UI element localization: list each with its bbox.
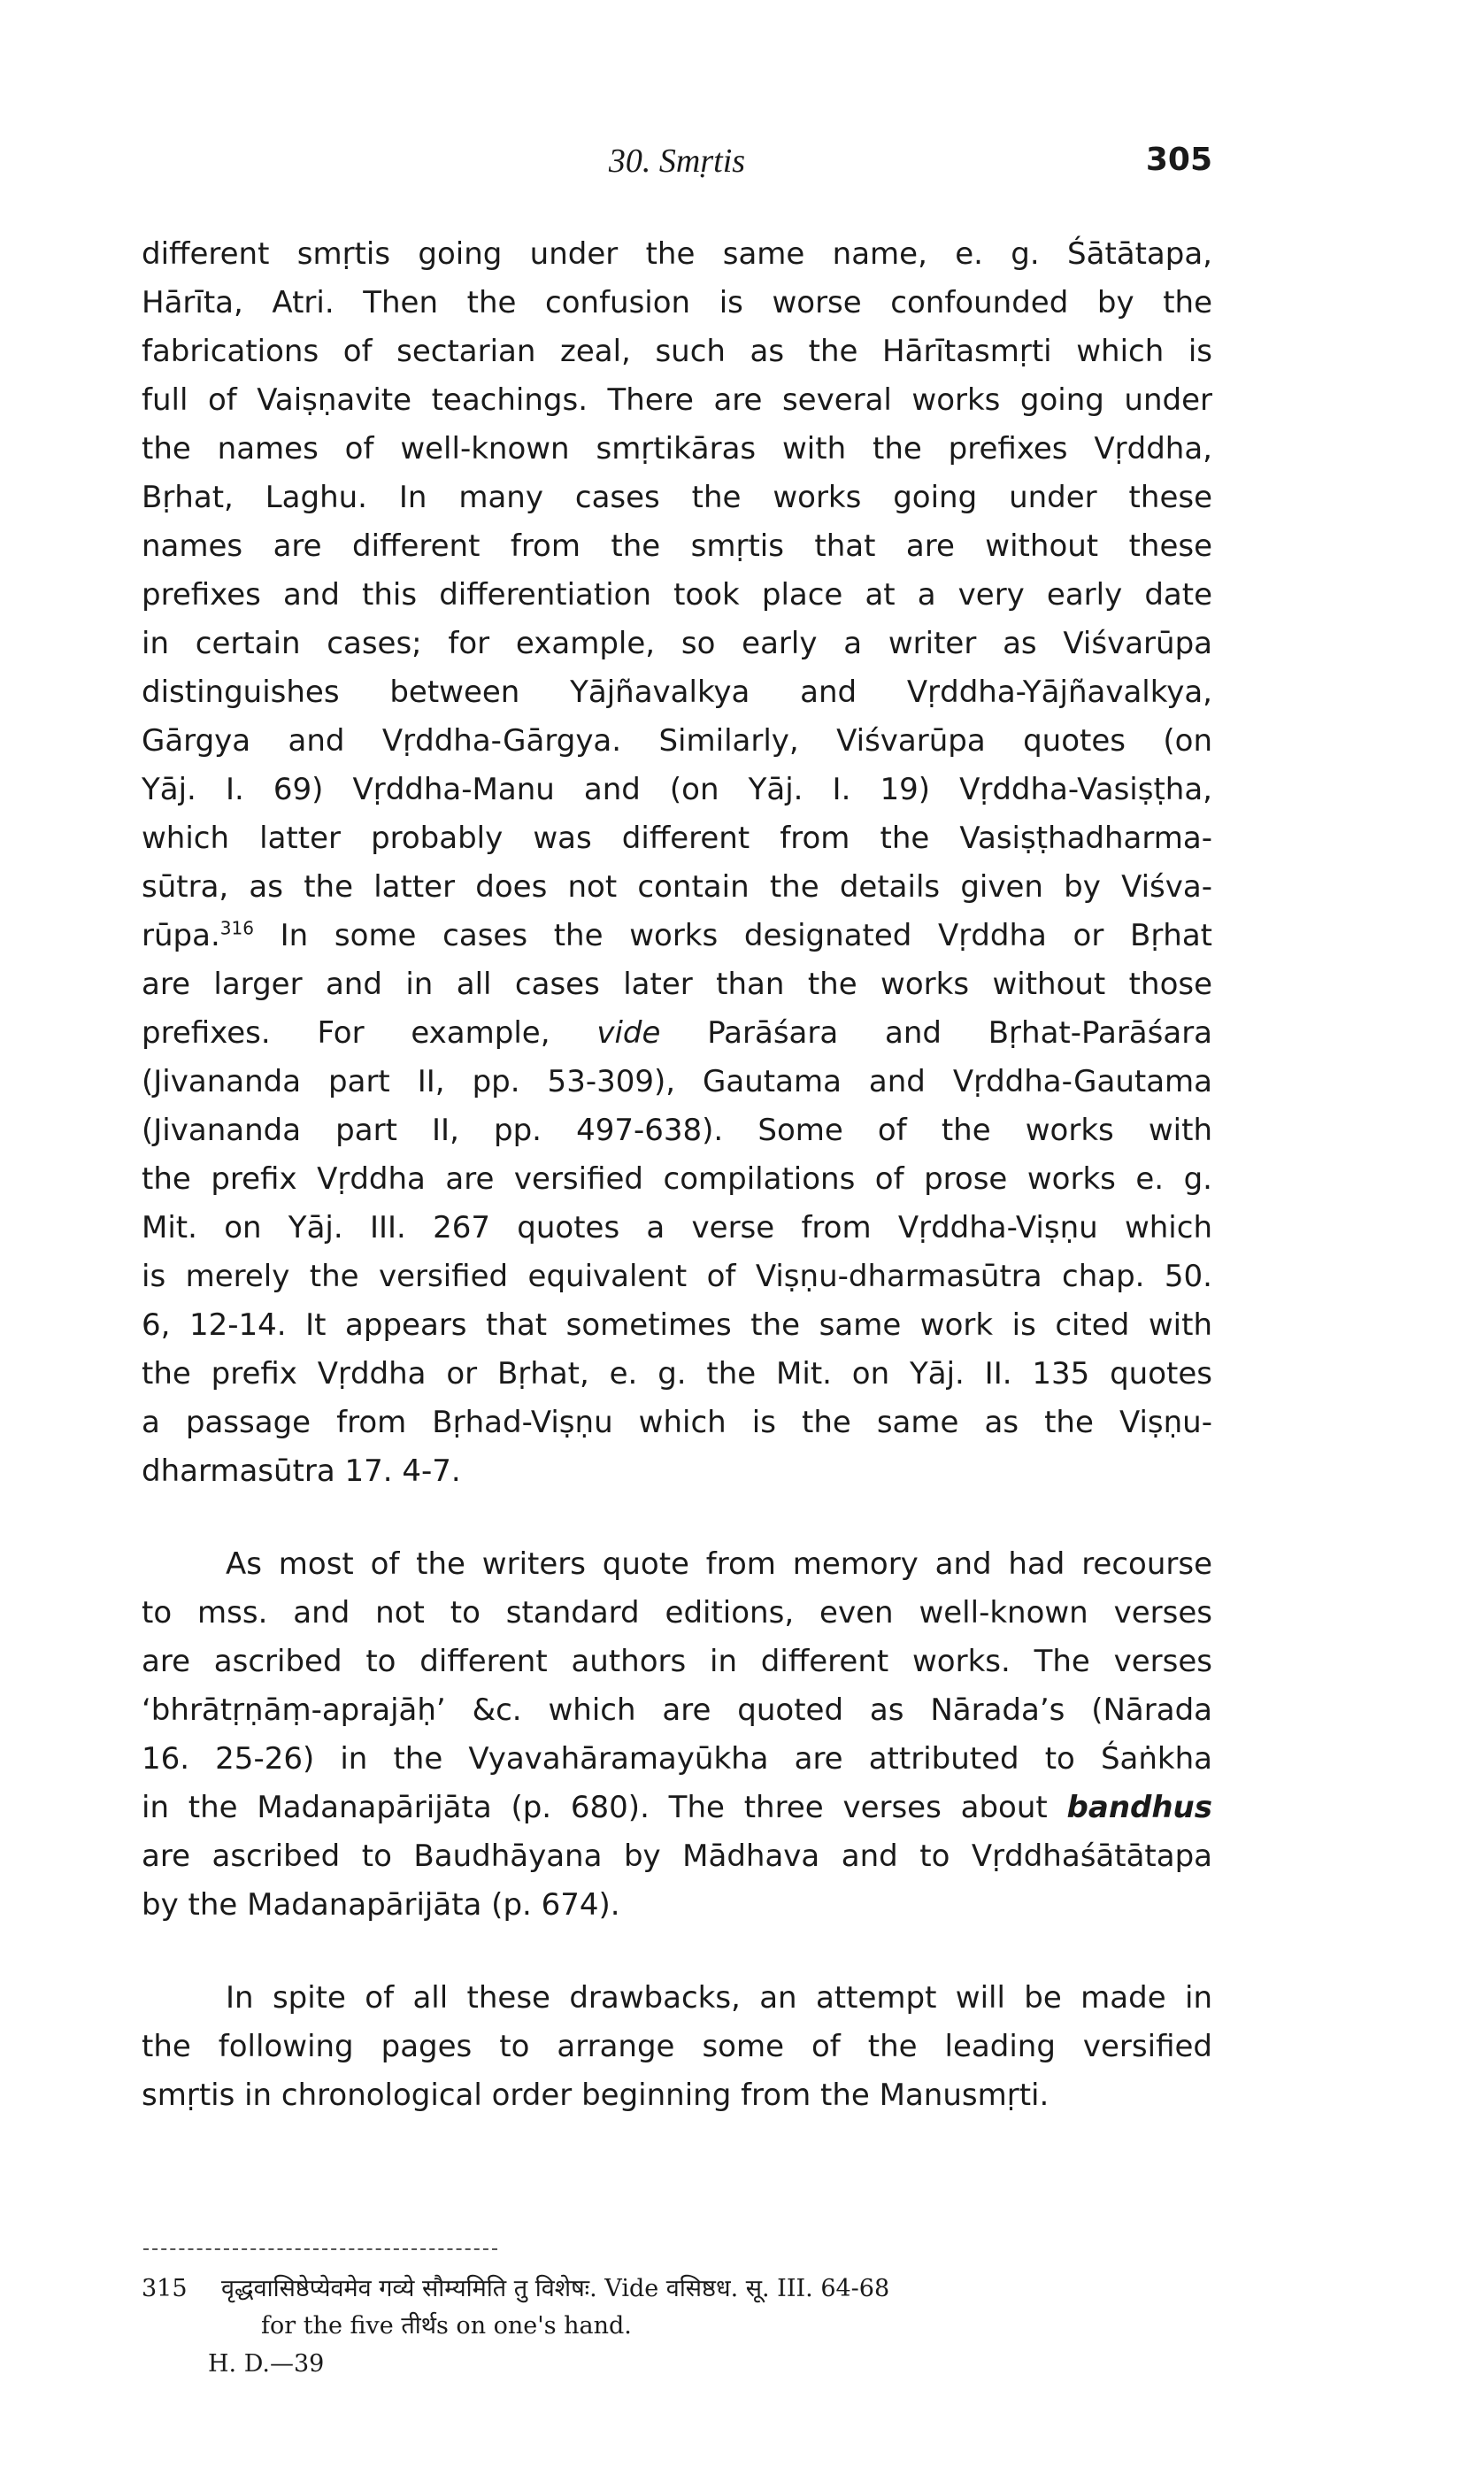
text-line: In spite of all these drawbacks, an attempt will be made in xyxy=(226,1980,1212,2016)
text-line: (Jivananda part II, pp. 53-309), Gautama and Vṛddha-Gautama xyxy=(142,1064,1212,1099)
text-line: ‘bhrātṛṇāṃ-aprajāḥ’ &c. which are quoted as Nārada’s (Nārada xyxy=(142,1692,1212,1728)
footnote-line-1: वृद्धवासिष्ठेप्येवमेव गव्ये सौम्यमिति तु विशेषः. Vide वसिष्ठध. सू. III. 64-68 xyxy=(221,2275,890,2302)
text-line: by the Madanapārijāta (p. 674). xyxy=(142,1887,620,1923)
text-line: the prefix Vṛddha are versified compilations of prose works e. g. xyxy=(142,1161,1212,1197)
text-line: 16. 25-26) in the Vyavahāramayūkha are attributed to Śaṅkha xyxy=(142,1741,1212,1777)
text-line: sūtra, as the latter does not contain the details given by Viśva- xyxy=(142,869,1212,905)
footnote-line-2: for the five तीर्थs on one's hand. xyxy=(261,2312,632,2340)
text-fragment: Parāśara and Bṛhat-Parāśara xyxy=(707,1015,1213,1051)
paragraph-gap xyxy=(142,1930,1212,1974)
text-line: are larger and in all cases later than the works without those xyxy=(142,967,1212,1002)
text-line: a passage from Bṛhad-Viṣṇu which is the same as the Viṣṇu- xyxy=(142,1405,1212,1440)
paragraph-3 xyxy=(142,1974,1212,2120)
text-fragment: rūpa. xyxy=(142,918,220,953)
footnote xyxy=(142,2270,1212,2345)
text-line: prefixes and this differentiation took place at a very early date xyxy=(142,577,1212,613)
text-line: to mss. and not to standard editions, even well-known verses xyxy=(142,1595,1212,1631)
text-line-with-vide xyxy=(142,1009,1212,1058)
text-line: in certain cases; for example, so early a writer as Viśvarūpa xyxy=(142,626,1212,661)
text-line: Yāj. I. 69) Vṛddha-Manu and (on Yāj. I. 19) Vṛddha-Vasiṣṭha, xyxy=(142,772,1212,807)
text-line: Hārīta, Atri. Then the confusion is worse confounded by the xyxy=(142,285,1212,320)
text-line: are ascribed to different authors in different works. The verses xyxy=(142,1644,1212,1679)
text-fragment: In some cases the works designated Vṛddha or Bṛhat xyxy=(280,918,1213,953)
paragraph-2 xyxy=(142,1540,1212,1930)
text-line: Bṛhat, Laghu. In many cases the works going under these xyxy=(142,480,1212,515)
paragraph-gap xyxy=(142,1496,1212,1540)
footnote-reference[interactable]: 316 xyxy=(219,917,254,939)
bandhus-italic: bandhus xyxy=(1066,1790,1213,1825)
text-line: different smṛtis going under the same name, e. g. Śātātapa, xyxy=(142,236,1212,272)
text-line: the prefix Vṛddha or Bṛhat, e. g. the Mit. on Yāj. II. 135 quotes xyxy=(142,1356,1212,1392)
signature-mark: H. D.—39 xyxy=(208,2350,325,2378)
paragraph-1 xyxy=(142,230,1212,1496)
footnote-divider xyxy=(143,2248,497,2250)
chapter-title: 30. Smṛtis xyxy=(608,143,746,180)
text-line: is merely the versified equivalent of Viṣṇu-dharmasūtra chap. 50. xyxy=(142,1259,1212,1294)
text-line: (Jivananda part II, pp. 497-638). Some of the works with xyxy=(142,1113,1212,1148)
text-line: dharmasūtra 17. 4-7. xyxy=(142,1453,461,1489)
text-line: As most of the writers quote from memory and had recourse xyxy=(226,1546,1212,1582)
text-line: names are different from the smṛtis that are without these xyxy=(142,528,1212,564)
text-line: the names of well-known smṛtikāras with the prefixes Vṛddha, xyxy=(142,431,1212,466)
text-line: the following pages to arrange some of the leading versified xyxy=(142,2029,1212,2064)
text-line-with-footnote-ref xyxy=(142,912,1212,960)
text-line: which latter probably was different from the Vasiṣṭhadharma- xyxy=(142,821,1212,856)
text-line: 6, 12-14. It appears that sometimes the same work is cited with xyxy=(142,1307,1212,1343)
text-line: are ascribed to Baudhāyana by Mādhava and to Vṛddhaśātātapa xyxy=(142,1839,1212,1874)
footnote-number: 315 xyxy=(142,2275,188,2302)
text-line: full of Vaiṣṇavite teachings. There are several works going under xyxy=(142,382,1212,418)
text-fragment: in the Madanapārijāta (p. 680). The three verses about xyxy=(142,1790,1048,1825)
text-line: Gārgya and Vṛddha-Gārgya. Similarly, Viśvarūpa quotes (on xyxy=(142,723,1212,759)
text-line: smṛtis in chronological order beginning from the Manusmṛti. xyxy=(142,2078,1050,2113)
text-line: fabrications of sectarian zeal, such as the Hārītasmṛti which is xyxy=(142,334,1212,369)
vide-italic: vide xyxy=(596,1015,661,1051)
text-fragment: prefixes. For example, xyxy=(142,1015,550,1051)
main-text xyxy=(142,230,1212,2120)
text-line: distinguishes between Yājñavalkya and Vṛddha-Yājñavalkya, xyxy=(142,675,1212,710)
text-line: Mit. on Yāj. III. 267 quotes a verse from Vṛddha-Viṣṇu which xyxy=(142,1210,1212,1245)
page-number: 305 xyxy=(1145,142,1212,178)
text-line-with-italic xyxy=(142,1784,1212,1832)
running-header xyxy=(142,142,1212,195)
